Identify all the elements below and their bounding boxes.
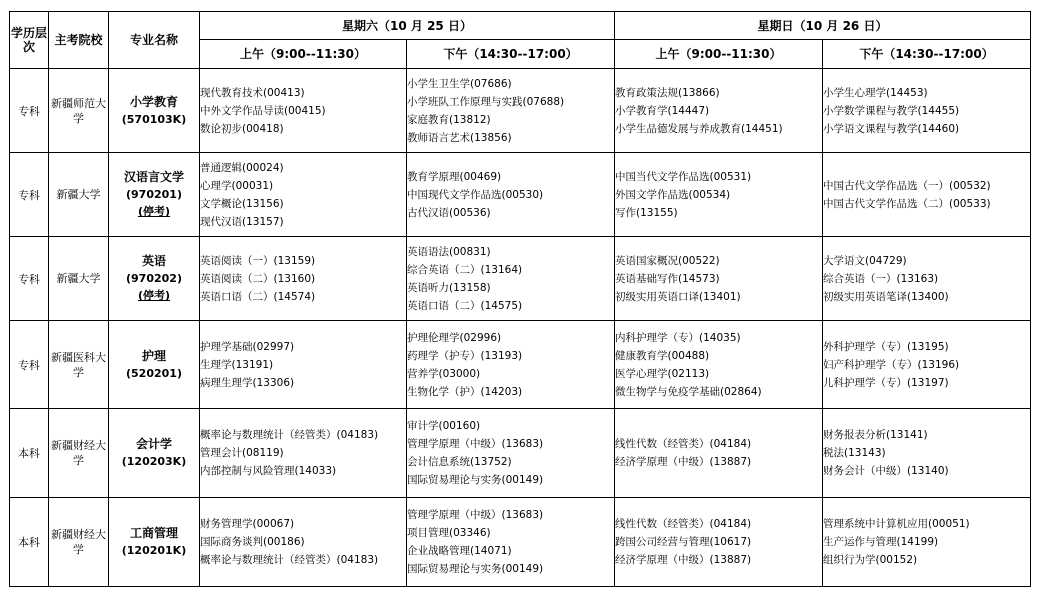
saturday-am-courses [200,498,407,587]
sunday-pm-courses [823,153,1031,237]
course-item: 管理学原理（中级）(13683) [407,438,544,450]
course-item: 外科护理学（专）(13195) [823,340,949,353]
major-code: (120203K) [121,455,187,468]
education-level: 专科 [10,321,49,409]
saturday-am-courses [200,69,407,153]
course-item: 英语基础写作(14573) [615,272,720,285]
education-level: 本科 [10,498,49,587]
course-item: 财务报表分析(13141) [823,429,928,441]
sunday-pm-courses [823,69,1031,153]
saturday-pm-courses [407,498,615,587]
course-item: 财务会计（中级）(13140) [823,465,949,477]
header-sat-pm: 下午（14:30--17:00） [407,40,615,69]
header-row-days [10,12,1031,40]
major-cell [109,321,200,409]
course-item: 健康教育学(00488) [615,349,710,362]
course-item: 综合英语（二）(13164) [407,263,523,276]
header-sunday: 星期日（10 月 26 日） [615,12,1031,40]
course-item: 概率论与数理统计（经管类）(04183) [200,429,379,441]
education-level: 专科 [10,237,49,321]
course-item: 英语阅读（二）(13160) [200,272,316,285]
course-item: 英语听力(13158) [407,281,491,294]
saturday-pm-courses [407,69,615,153]
course-item: 医学心理学(02113) [615,367,710,380]
major-name: 英语 [141,254,166,268]
course-item: 国际商务谈判(00186) [200,536,305,548]
course-item: 妇产科护理学（专）(13196) [823,358,960,371]
header-level: 学历层次 [10,12,49,69]
major-name: 护理 [141,348,166,363]
major-code: (970202) [126,272,182,285]
course-item: 小学班队工作原理与实践(07688) [407,95,565,108]
course-item: 线性代数（经管类）(04184) [615,518,752,530]
sunday-am-courses [615,498,823,587]
course-item: 文学概论(13156) [200,197,284,210]
school-name: 新疆医科大学 [49,321,109,409]
major-name: 会计学 [135,437,172,451]
course-item: 跨国公司经营与管理(10617) [615,536,752,548]
saturday-pm-courses [407,321,615,409]
course-item: 儿科护理学（专）(13197) [823,376,949,389]
course-item: 国际贸易理论与实务(00149) [407,474,544,486]
table-row [10,153,1031,237]
sunday-am-courses [615,153,823,237]
school-name: 新疆财经大学 [49,498,109,587]
sunday-pm-courses [823,498,1031,587]
course-item: 数论初步(00418) [200,122,284,135]
course-item: 生物化学（护）(14203) [407,385,523,398]
course-item: 护理学基础(02997) [200,340,295,353]
course-item: 大学语文(04729) [823,254,907,267]
course-item: 小学教育学(14447) [615,104,710,117]
exam-schedule-table [9,11,1031,587]
education-level: 专科 [10,153,49,237]
course-item: 线性代数（经管类）(04184) [615,438,752,450]
major-cell [109,69,200,153]
major-code: (570103K) [121,112,187,126]
course-item: 管理系统中计算机应用(00051) [823,518,970,530]
course-item: 现代汉语(13157) [200,215,284,228]
sunday-pm-courses [823,237,1031,321]
course-item: 企业战略管理(14071) [407,545,512,557]
saturday-pm-courses [407,237,615,321]
course-item: 审计学(00160) [407,420,481,432]
education-level: 专科 [10,69,49,153]
course-item: 初级实用英语笔译(13400) [823,290,949,303]
saturday-am-courses [200,321,407,409]
course-item: 税法(13143) [823,447,886,459]
saturday-am-courses [200,237,407,321]
course-item: 国际贸易理论与实务(00149) [407,563,544,575]
table-row [10,409,1031,498]
header-sun-am: 上午（9:00--11:30） [615,40,823,69]
sunday-pm-courses [823,321,1031,409]
suspended-note: (停考) [137,289,171,302]
course-item: 药理学（护专）(13193) [407,349,523,362]
major-cell [109,153,200,237]
course-item: 英语阅读（一）(13159) [200,254,316,267]
major-code: (120201K) [121,544,187,557]
table-row [10,498,1031,587]
course-item: 经济学原理（中级）(13887) [615,554,752,566]
saturday-am-courses [200,153,407,237]
sunday-am-courses [615,69,823,153]
sunday-am-courses [615,237,823,321]
header-sat-am: 上午（9:00--11:30） [200,40,407,69]
course-item: 管理会计(08119) [200,447,284,459]
school-name: 新疆师范大学 [49,69,109,153]
course-item: 英语国家概况(00522) [615,254,720,267]
major-code: (520201) [126,366,182,380]
sunday-am-courses [615,409,823,498]
course-item: 生产运作与管理(14199) [823,536,939,548]
course-item: 小学数学课程与教学(14455) [823,104,960,117]
course-item: 中外文学作品导读(00415) [200,104,326,117]
course-item: 英语口语（二）(14574) [200,290,316,303]
course-item: 教师语言艺术(13856) [407,131,512,144]
course-item: 管理学原理（中级）(13683) [407,509,544,521]
course-item: 小学生品德发展与养成教育(14451) [615,122,783,135]
header-major: 专业名称 [109,12,200,69]
course-item: 教育学原理(00469) [407,170,502,183]
course-item: 项目管理(03346) [407,527,491,539]
education-level: 本科 [10,409,49,498]
sunday-am-courses [615,321,823,409]
sunday-pm-courses [823,409,1031,498]
course-item: 英语口语（二）(14575) [407,299,523,312]
header-school: 主考院校 [49,12,109,69]
course-item: 现代教育技术(00413) [200,86,305,99]
course-item: 病理生理学(13306) [200,376,295,389]
course-item: 中国古代文学作品选（二）(00533) [823,197,991,210]
course-item: 护理伦理学(02996) [407,331,502,344]
suspended-note: (停考) [137,205,171,218]
major-cell [109,498,200,587]
course-item: 写作(13155) [615,206,678,219]
course-item: 综合英语（一）(13163) [823,272,939,285]
saturday-pm-courses [407,153,615,237]
course-item: 心理学(00031) [200,179,274,192]
course-item: 初级实用英语口译(13401) [615,290,741,303]
course-item: 古代汉语(00536) [407,206,491,219]
header-saturday: 星期六（10 月 25 日） [200,12,615,40]
school-name: 新疆大学 [49,237,109,321]
saturday-am-courses [200,409,407,498]
major-cell [109,237,200,321]
school-name: 新疆大学 [49,153,109,237]
course-item: 中国古代文学作品选（一）(00532) [823,179,991,192]
course-item: 生理学(13191) [200,358,274,371]
course-item: 内部控制与风险管理(14033) [200,465,337,477]
course-item: 组织行为学(00152) [823,554,918,566]
major-name: 汉语言文学 [123,170,184,184]
major-name: 工商管理 [129,526,178,540]
course-item: 英语语法(00831) [407,245,491,258]
table-row [10,237,1031,321]
header-sun-pm: 下午（14:30--17:00） [823,40,1031,69]
course-item: 中国当代文学作品选(00531) [615,170,752,183]
course-item: 内科护理学（专）(14035) [615,331,741,344]
table-row [10,321,1031,409]
course-item: 经济学原理（中级）(13887) [615,456,752,468]
major-name: 小学教育 [129,94,178,109]
course-item: 财务管理学(00067) [200,518,295,530]
course-item: 小学语文课程与教学(14460) [823,122,960,135]
course-item: 营养学(03000) [407,367,481,380]
major-cell [109,409,200,498]
school-name: 新疆财经大学 [49,409,109,498]
course-item: 小学生卫生学(07686) [407,77,512,90]
course-item: 概率论与数理统计（经管类）(04183) [200,554,379,566]
major-code: (970201) [126,188,182,201]
course-item: 外国文学作品选(00534) [615,188,731,201]
course-item: 教育政策法规(13866) [615,86,720,99]
table-row [10,69,1031,153]
course-item: 中国现代文学作品选(00530) [407,188,544,201]
course-item: 微生物学与免疫学基础(02864) [615,385,762,398]
saturday-pm-courses [407,409,615,498]
course-item: 会计信息系统(13752) [407,456,512,468]
course-item: 普通逻辑(00024) [200,161,284,174]
course-item: 家庭教育(13812) [407,113,491,126]
course-item: 小学生心理学(14453) [823,86,928,99]
